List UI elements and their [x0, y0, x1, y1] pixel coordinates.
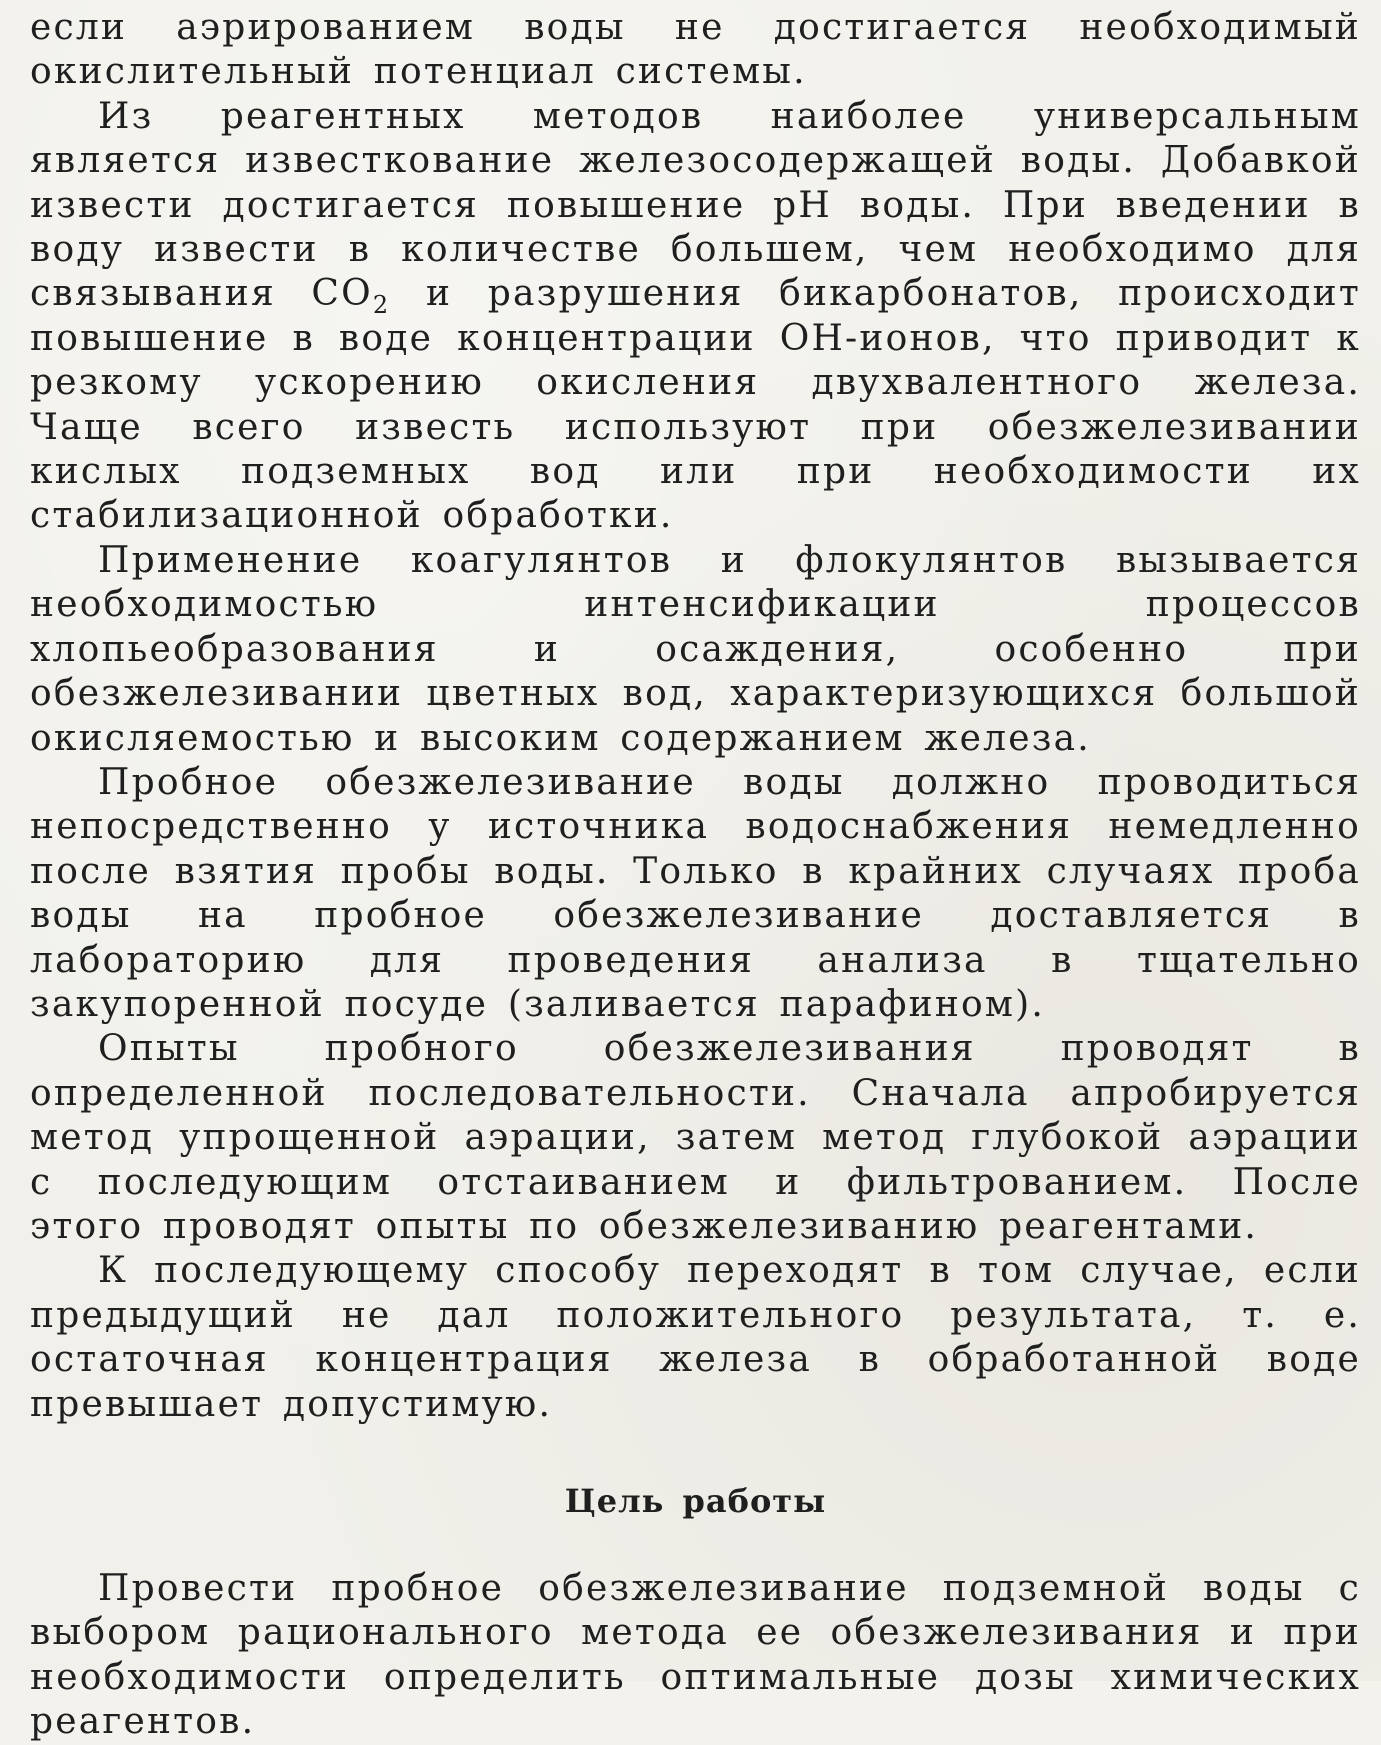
- co2-subscript: 2: [372, 291, 391, 320]
- paragraph-liming-tail: и разрушения бикарбонатов, происходит повышение в воде концентрации OH-ионов, что приводит к резкому ускорению окисления двухвалентного железа. Чаще всего известь используют при обезжелезивании кислых подземных вод или при необходимости их стабилизационной обработки.: [30, 273, 1361, 537]
- paragraph-liming-text: Из реагентных методов наиболее универсальным является известкование железосодержащей воды. Добавкой извести достигается повышение pH воды. При введении в воду извести в количестве большем, чем необходимо для связывания CO: [30, 95, 1361, 315]
- paragraph-goal: Провести пробное обезжелезивание подземной воды с выбором рационального метода ее обезжелезивания и при необходимости определить оптимальные дозы химических реагентов.: [30, 1568, 1361, 1743]
- paragraph-aeration-continuation: если аэрированием воды не достигается необходимый окислительный потенциал системы.: [30, 7, 1361, 93]
- paragraph-sampling: Пробное обезжелезивание воды должно проводиться непосредственно у источника водоснабжения немедленно после взятия пробы воды. Только в крайних случаях проба воды на пробное обезжелезивание доставляется в лабораторию для проведения анализа в тщательно закупоренной посуде (заливается парафином).: [30, 761, 1361, 1025]
- paragraph-next-method: К последующему способу переходят в том случае, если предыдущий не дал положительного результата, т. е. остаточная концентрация железа в обработанной воде превышает допустимую.: [30, 1250, 1361, 1425]
- paragraph-liming: [30, 95, 1361, 539]
- section-heading: Цель работы: [564, 1482, 827, 1520]
- paragraph-coagulants: Применение коагулянтов и флокулянтов вызывается необходимостью интенсификации процессов хлопьеобразования и осаждения, особенно при обезжелезивании цветных вод, характеризующихся большой окисляемостью и высоким содержанием железа.: [30, 539, 1361, 759]
- paragraph-experiment-order: Опыты пробного обезжелезивания проводят в определенной последовательности. Сначала апробируется метод упрощенной аэрации, затем метод глубокой аэрации с последующим отстаиванием и фильтрованием. После этого проводят опыты по обезжелезиванию реагентами.: [30, 1028, 1361, 1247]
